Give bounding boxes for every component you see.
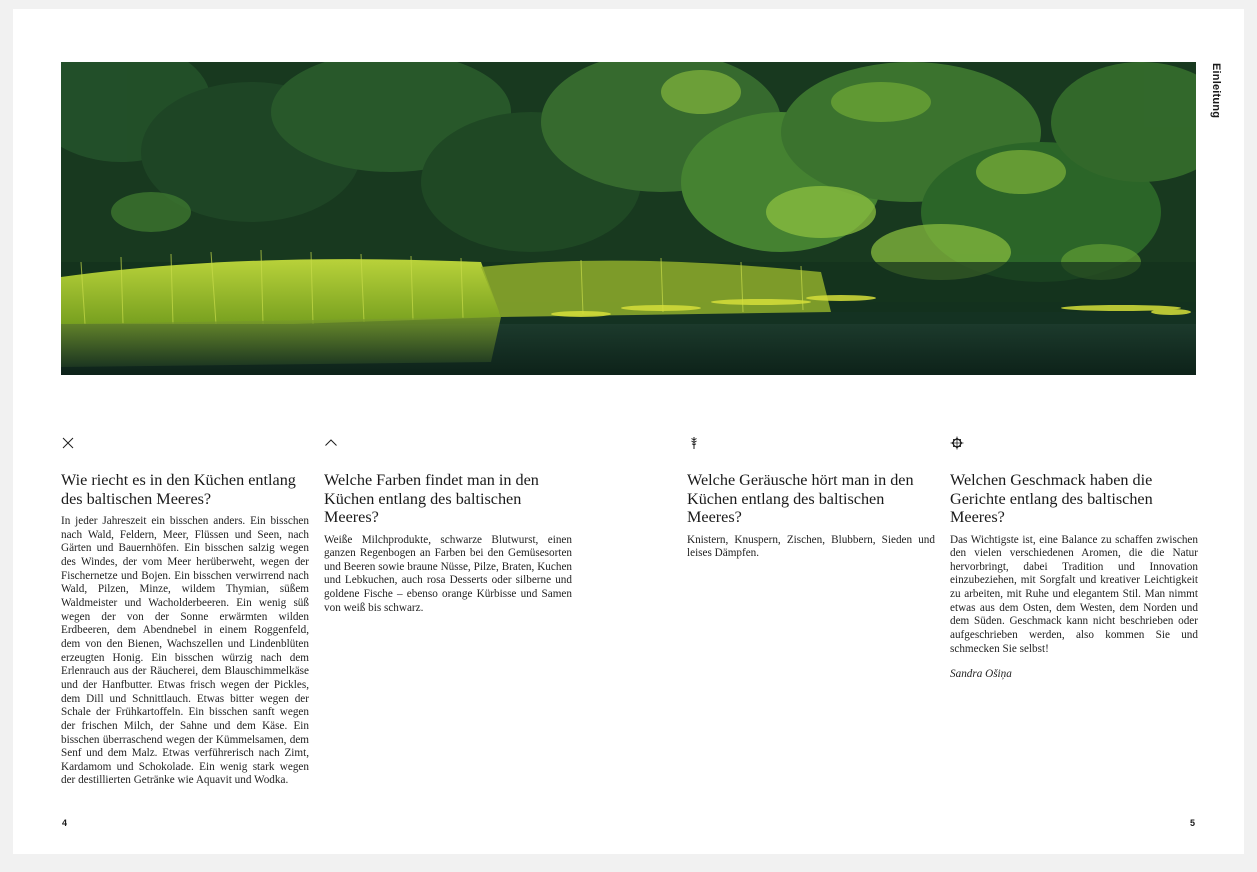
column-body: Knistern, Knuspern, Zischen, Blubbern, Sieden und leises Dämpfen. — [687, 533, 935, 560]
column-taste — [950, 436, 1198, 682]
wheat-sprig-icon — [687, 436, 701, 450]
forest-lake-photo — [61, 62, 1196, 375]
column-body: Das Wichtigste ist, eine Balance zu schaffen zwischen den vielen verschiedenen Aromen, die die Natur hervorbringt, dabei Tradition und Innovation einzubeziehen, mit Sorgfalt und kreativer Leichtigkeit zu arbeiten, mit Ruhe und elegantem Stil. Man nimmt etwas aus dem Osten, dem Westen, dem Norden und dem Süden. Geschmack kann nicht beschrieben oder aufgeschrieben werden, also kommen Sie und schmecken Sie selbst! — [950, 533, 1198, 655]
column-colors — [324, 436, 572, 615]
page-number-right: 5 — [1190, 818, 1196, 828]
column-heading: Welche Geräusche hört man in den Küchen entlang des baltischen Meeres? — [687, 471, 914, 526]
chevron-up-icon — [324, 436, 338, 450]
author-signature: Sandra Ošiņa — [950, 668, 1012, 681]
section-label: Einleitung — [1210, 63, 1222, 119]
column-heading: Wie riecht es in den Küchen entlang des baltischen Meeres? — [61, 471, 296, 508]
column-heading: Welche Farben findet man in den Küchen entlang des baltischen Meeres? — [324, 471, 539, 526]
column-sounds — [687, 436, 935, 561]
cross-x-icon — [61, 436, 75, 450]
book-spread — [13, 9, 1244, 854]
column-body: Weiße Milchprodukte, schwarze Blutwurst, einen ganzen Regenbogen an Farben bei den Gemüsesorten und Beeren sowie braune Nüsse, Pilze, Braten, Kuchen und Lebkuchen, auch rosa Desserts oder silberne und goldene Fische – ebenso orange Kürbisse und Samen von weiß bis schwarz. — [324, 533, 572, 614]
star-ornament-icon — [950, 436, 964, 450]
column-smell — [61, 436, 309, 788]
column-body: In jeder Jahreszeit ein bisschen anders. Ein bisschen nach Wald, Feldern, Meer, Flüssen und Seen, nach Gärten und Bauernhöfen. Ein bisschen salzig wegen des Windes, der vom Meer herüberweht, wegen der Fischernetze und Bojen. Ein bisschen verwirrend nach Wald, Pilzen, Minze, wildem Thymian, süßem Waldmeister und Wacholderbeeren. Ein wenig süß wegen der von der Sonne erwärmten wilden Erdbeeren, dem Abendnebel in einem Roggenfeld, dem von den Bienen, Wachszellen und Lindenblüten erzeugten Honig. Ein bisschen würzig nach dem Erlenrauch aus der Räucherei, dem Blauschimmelkäse und der Hanfbutter. Etwas frisch wegen der Pickles, dem Dill und Schnittlauch. Etwas bitter wegen der Schale der Frühkartoffeln. Ein bisschen sanft wegen der frischen Milch, der Sahne und dem Käse. Ein bisschen überraschend wegen der Kümmelsamen, dem Senf und dem Malz. Etwas verführerisch nach Zimt, Kardamom und Schokolade. Ein wenig stark wegen der destillierten Getränke wie Aquavit und Wodka. — [61, 515, 309, 787]
column-heading: Welchen Geschmack haben die Gerichte entlang des baltischen Meeres? — [950, 471, 1153, 526]
forest-lake-illustration — [61, 62, 1196, 375]
page-number-left: 4 — [62, 818, 68, 828]
